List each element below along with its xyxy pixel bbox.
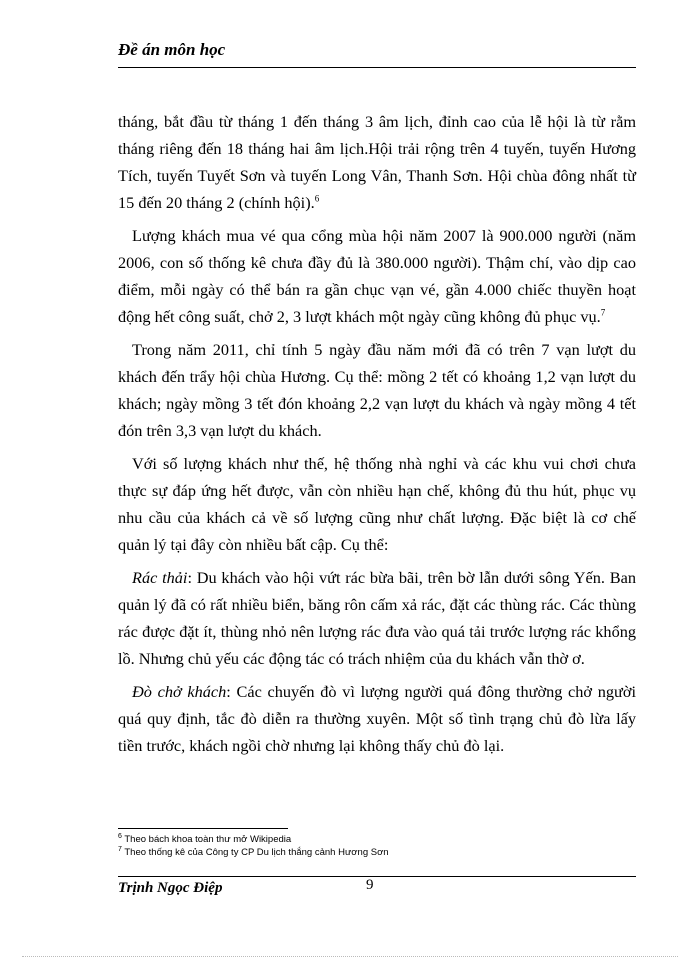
paragraph-2 (118, 222, 636, 330)
footnote-7 (118, 846, 636, 859)
footer-author: Trịnh Ngọc Điệp (118, 880, 223, 896)
footnote-ref-7: 7 (600, 307, 606, 318)
paragraph-1 (118, 108, 636, 216)
footnote-6-num: 6 (118, 832, 122, 840)
footnote-7-text: Theo thống kê của Công ty CP Du lịch thắng cảnh Hương Sơn (121, 847, 389, 858)
footnote-6 (118, 833, 636, 846)
footnote-divider (118, 828, 288, 829)
paragraph-2-text: Lượng khách mua vé qua cổng mùa hội năm 2007 là 900.000 người (năm 2006, con số thống kê chưa đầy đủ là 380.000 người). Thậm chí, vào dịp cao điểm, mỗi ngày có thể bán ra gần chục vạn vé, gần 4.000 chiếc thuyền hoạt động hết công suất, chở 2, 3 lượt khách một ngày cũng không đủ phục vụ. (118, 226, 636, 326)
footer-divider (118, 876, 636, 877)
footnote-6-text: Theo bách khoa toàn thư mở Wikipedia (121, 834, 292, 845)
paragraph-3: Trong năm 2011, chỉ tính 5 ngày đầu năm mới đã có trên 7 vạn lượt du khách đến trẩy hội chùa Hương. Cụ thể: mồng 2 tết có khoảng 1,2 vạn lượt du khách; ngày mồng 3 tết đón khoảng 2,2 vạn lượt du khách và ngày mồng 4 tết đón trên 3,3 vạn lượt du khách. (118, 340, 636, 440)
document-body (118, 108, 636, 765)
header-divider (118, 67, 636, 68)
paragraph-6-text: : Các chuyến đò vì lượng người quá đông thường chở người quá quy định, tắc đò diễn ra thường xuyên. Một số tình trạng chủ đò lừa lấy tiền trước, khách ngồi chờ nhưng lại không thấy chủ đò lại. (118, 682, 636, 755)
page-header-title: Đề án môn học (118, 40, 226, 59)
page-number: 9 (366, 877, 374, 893)
paragraph-5-text: : Du khách vào hội vứt rác bừa bãi, trên bờ lẫn dưới sông Yến. Ban quản lý đã có rất nhiều biển, băng rôn cấm xả rác, đặt các thùng rác. Các thùng rác được đặt ít, thùng nhỏ nên lượng rác đưa vào quá tải trước lượng rác khổng lồ. Nhưng chủ yếu các động tác có trách nhiệm của du khách vẫn thờ ơ. (118, 568, 636, 668)
paragraph-1-text: tháng, bắt đầu từ tháng 1 đến tháng 3 âm lịch, đỉnh cao của lễ hội là từ rằm tháng riêng đến 18 tháng hai âm lịch.Hội trải rộng trên 4 tuyến, tuyến Hương Tích, tuyến Tuyết Sơn và tuyến Long Vân, Thanh Sơn. Hội chùa đông nhất từ 15 đến 20 tháng 2 (chính hội). (118, 112, 636, 212)
footnote-ref-6: 6 (314, 193, 320, 204)
paragraph-6 (118, 678, 636, 759)
paragraph-4: Với số lượng khách như thế, hệ thống nhà nghỉ và các khu vui chơi chưa thực sự đáp ứng hết được, vẫn còn nhiều hạn chế, không đủ thu hút, phục vụ nhu cầu của khách cả về số lượng cũng như chất lượng. Đặc biệt là cơ chế quản lý tại đây còn nhiều bất cập. Cụ thể: (118, 454, 636, 554)
paragraph-6-label: Đò chở khách (132, 682, 227, 701)
footnote-7-num: 7 (118, 845, 122, 853)
paragraph-5-label: Rác thải (132, 568, 188, 587)
footnotes (118, 833, 636, 859)
paragraph-5 (118, 564, 636, 672)
page-edge-dots (22, 956, 678, 957)
